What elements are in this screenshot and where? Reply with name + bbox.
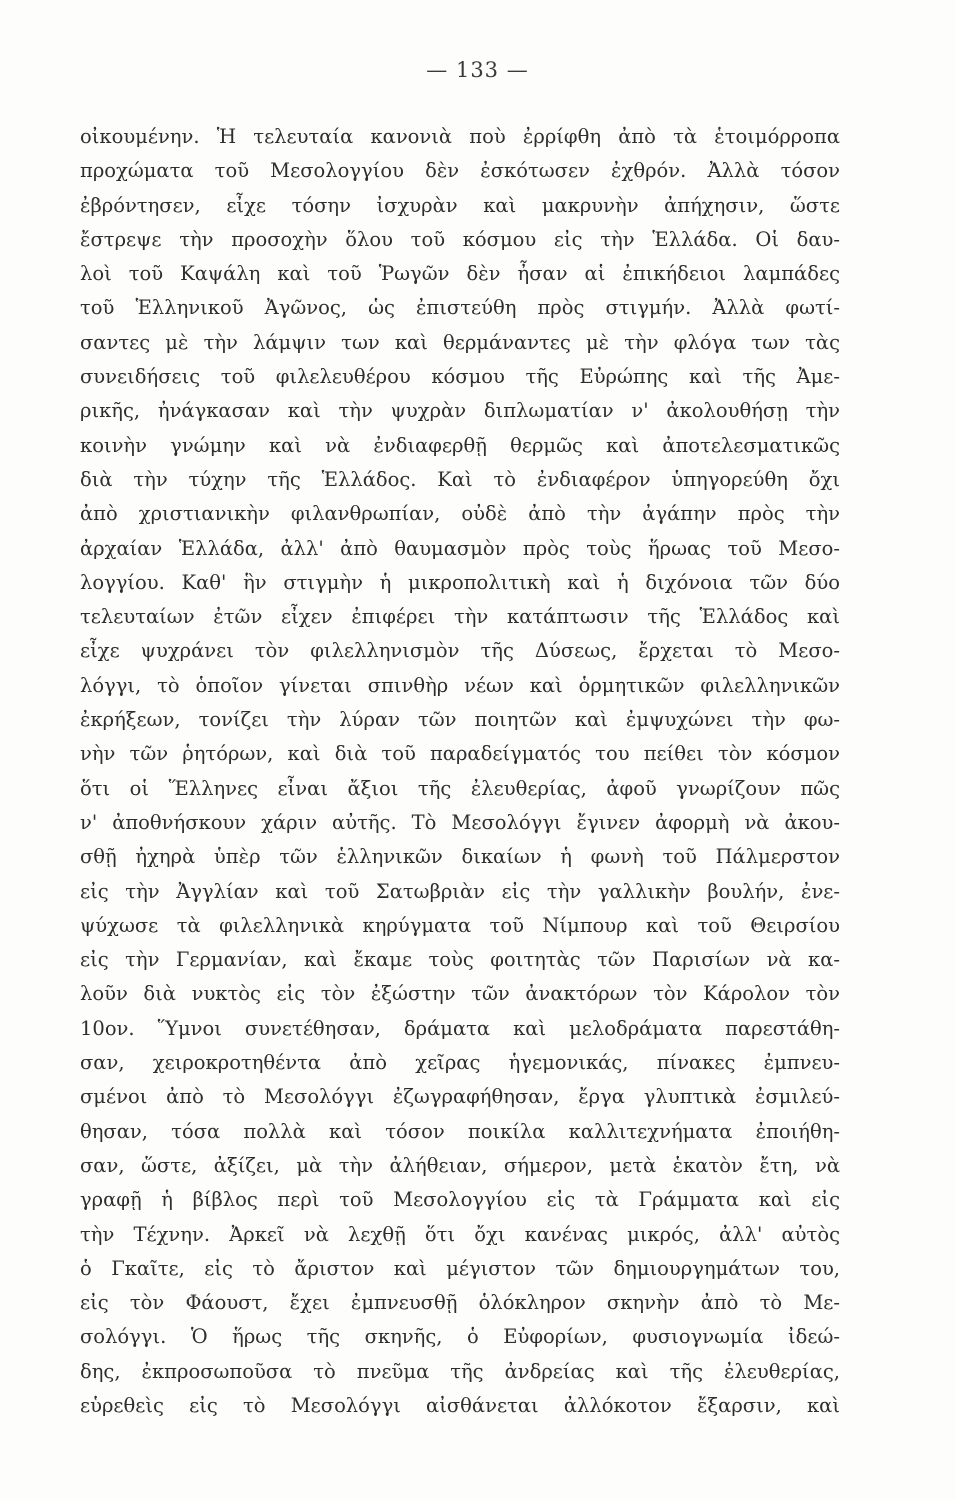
text-line: λογγίου. Καθ' ἣν στιγμὴν ἡ μικροπολιτικὴ καὶ ἡ διχόνοια τῶν δύο (80, 570, 840, 594)
text-line: σολόγγι. Ὁ ἥρως τῆς σκηνῆς, ὁ Εὐφορίων, φυσιογνωμία ἰδεώ- (80, 1325, 840, 1349)
text-line: ρικῆς, ἠνάγκασαν καὶ τὴν ψυχρὰν διπλωματίαν ν' ἀκολουθήσῃ τὴν (80, 399, 840, 423)
text-line: λοὶ τοῦ Καψάλη καὶ τοῦ Ῥωγῶν δὲν ἦσαν αἱ ἐπικήδειοι λαμπάδες (80, 262, 840, 286)
text-line: σθῇ ἠχηρὰ ὑπὲρ τῶν ἑλληνικῶν δικαίων ἡ φωνὴ τοῦ Πάλμερστον (80, 845, 840, 869)
text-line: σαν, χειροκροτηθέντα ἀπὸ χεῖρας ἡγεμονικάς, πίνακες ἐμπνευ- (80, 1051, 840, 1075)
text-line: ἐβρόντησεν, εἶχε τόσην ἰσχυρὰν καὶ μακρυνὴν ἀπήχησιν, ὥστε (80, 193, 840, 217)
text-line: ἐκρήξεων, τονίζει τὴν λύραν τῶν ποιητῶν καὶ ἐμψυχώνει τὴν φω- (80, 708, 840, 732)
text-line: κοινὴν γνώμην καὶ νὰ ἐνδιαφερθῇ θερμῶς καὶ ἀποτελεσματικῶς (80, 433, 840, 457)
text-line: οἰκουμένην. Ἡ τελευταία κανονιὰ ποὺ ἐρρίφθη ἀπὸ τὰ ἑτοιμόρροπα (80, 125, 840, 148)
text-line: νὴν τῶν ῥητόρων, καὶ διὰ τοῦ παραδείγματός του πείθει τὸν κόσμον (80, 742, 840, 766)
text-line: εἰς τὸν Φάουστ, ἔχει ἐμπνευσθῇ ὁλόκληρον σκηνὴν ἀπὸ τὸ Με- (80, 1291, 840, 1315)
text-line: εὑρεθεὶς εἰς τὸ Μεσολόγγι αἰσθάνεται ἀλλόκοτον ἔξαρσιν, καὶ (80, 1393, 840, 1417)
text-line: ἀρχαίαν Ἑλλάδα, ἀλλ' ἀπὸ θαυμασμὸν πρὸς τοὺς ἥρωας τοῦ Μεσο- (80, 536, 840, 560)
page-number: — 133 — (426, 58, 529, 82)
text-line: ὁ Γκαῖτε, εἰς τὸ ἄριστον καὶ μέγιστον τῶν δημιουργημάτων του, (80, 1256, 840, 1280)
text-line: τοῦ Ἑλληνικοῦ Ἀγῶνος, ὡς ἐπιστεύθη πρὸς στιγμήν. Ἀλλὰ φωτί- (80, 296, 840, 320)
text-line: 10ον. Ὕμνοι συνετέθησαν, δράματα καὶ μελοδράματα παρεστάθη- (80, 1016, 840, 1040)
text-line: σμένοι ἀπὸ τὸ Μεσολόγγι ἐζωγραφήθησαν, ἔργα γλυπτικὰ ἐσμιλεύ- (80, 1085, 840, 1109)
text-line: ψύχωσε τὰ φιλελληνικὰ κηρύγματα τοῦ Νίμπουρ καὶ τοῦ Θειρσίου (80, 913, 840, 937)
text-line: διὰ τὴν τύχην τῆς Ἑλλάδος. Καὶ τὸ ἐνδιαφέρον ὑπηγορεύθη ὄχι (80, 467, 840, 491)
text-line: εἰς τὴν Ἀγγλίαν καὶ τοῦ Σατωβριὰν εἰς τὴν γαλλικὴν βουλήν, ἐνε- (80, 879, 840, 903)
text-line: λόγγι, τὸ ὁποῖον γίνεται σπινθὴρ νέων καὶ ὁρμητικῶν φιλελληνικῶν (80, 673, 840, 697)
text-line: θησαν, τόσα πολλὰ καὶ τόσον ποικίλα καλλιτεχνήματα ἐποιήθη- (80, 1119, 840, 1143)
text-line: εἰς τὴν Γερμανίαν, καὶ ἔκαμε τοὺς φοιτητὰς τῶν Παρισίων νὰ κα- (80, 948, 840, 972)
text-line: ἔστρεψε τὴν προσοχὴν ὅλου τοῦ κόσμου εἰς τὴν Ἑλλάδα. Οἱ δαυ- (80, 227, 840, 251)
text-line: συνειδήσεις τοῦ φιλελευθέρου κόσμου τῆς Εὐρώπης καὶ τῆς Ἀμε- (80, 365, 840, 389)
text-line: τελευταίων ἐτῶν εἶχεν ἐπιφέρει τὴν κατάπτωσιν τῆς Ἑλλάδος καὶ (80, 605, 840, 629)
text-line: εἶχε ψυχράνει τὸν φιλελληνισμὸν τῆς Δύσεως, ἔρχεται τὸ Μεσο- (80, 639, 840, 663)
body-text (80, 120, 840, 1423)
text-line: προχώματα τοῦ Μεσολογγίου δὲν ἐσκότωσεν ἐχθρόν. Ἀλλὰ τόσον (80, 159, 840, 183)
text-line: ν' ἀποθνήσκουν χάριν αὐτῆς. Τὸ Μεσολόγγι ἔγινεν ἀφορμὴ νὰ ἀκου- (80, 810, 840, 834)
text-line: δης, ἐκπροσωποῦσα τὸ πνεῦμα τῆς ἀνδρείας καὶ τῆς ἐλευθερίας, (80, 1359, 840, 1383)
text-line: ὅτι οἱ Ἕλληνες εἶναι ἄξιοι τῆς ἐλευθερίας, ἀφοῦ γνωρίζουν πῶς (80, 776, 840, 800)
text-line: λοῦν διὰ νυκτὸς εἰς τὸν ἐξώστην τῶν ἀνακτόρων τὸν Κάρολον τὸν (80, 982, 840, 1006)
text-line: σαν, ὥστε, ἀξίζει, μὰ τὴν ἀλήθειαν, σήμερον, μετὰ ἑκατὸν ἔτη, νὰ (80, 1153, 840, 1177)
text-line: γραφῇ ἡ βίβλος περὶ τοῦ Μεσολογγίου εἰς τὰ Γράμματα καὶ εἰς (80, 1188, 840, 1212)
text-line: ἀπὸ χριστιανικὴν φιλανθρωπίαν, οὐδὲ ἀπὸ τὴν ἀγάπην πρὸς τὴν (80, 502, 840, 526)
text-line: τὴν Τέχνην. Ἀρκεῖ νὰ λεχθῇ ὅτι ὄχι κανένας μικρός, ἀλλ' αὐτὸς (80, 1222, 840, 1246)
text-line: σαντες μὲ τὴν λάμψιν των καὶ θερμάναντες μὲ τὴν φλόγα των τὰς (80, 330, 840, 354)
